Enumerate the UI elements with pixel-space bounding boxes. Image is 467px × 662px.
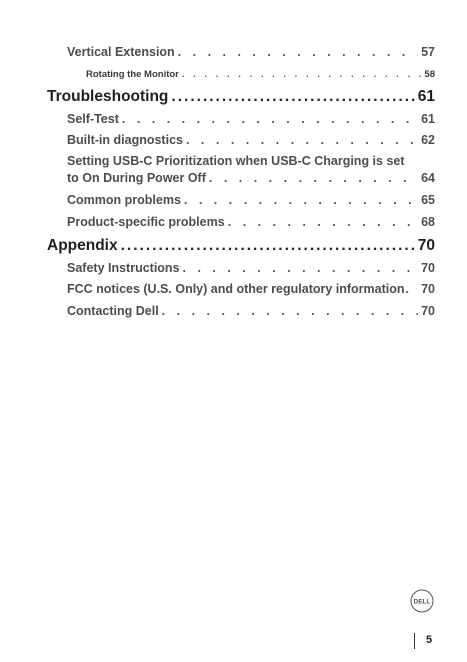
toc-entry-contacting-dell[interactable]: [67, 304, 435, 318]
toc-entry-page: 64: [421, 171, 435, 185]
toc-entry-page: 68: [421, 215, 435, 229]
toc-entry-common-problems[interactable]: [67, 193, 435, 207]
toc-entry-title: Troubleshooting: [47, 88, 169, 105]
toc-entry-title: FCC notices (U.S. Only) and other regulatory information: [67, 282, 405, 296]
toc-entry-vertical-extension[interactable]: [67, 45, 435, 59]
dell-logo-text: DELL: [413, 598, 431, 606]
toc-entry-rotating-monitor[interactable]: [86, 69, 435, 80]
toc-entry-page: 61: [421, 112, 435, 126]
toc-entry-safety-instructions[interactable]: [67, 261, 435, 275]
toc-entry-title: to On During Power Off: [67, 171, 206, 185]
toc-entry-title: Safety Instructions: [67, 261, 180, 275]
toc-entry-page: 61: [417, 88, 435, 105]
footer-divider: [414, 633, 415, 649]
toc-entry-page: 70: [421, 261, 435, 275]
dell-logo-icon: [410, 589, 434, 613]
toc-entry-title: Product-specific problems: [67, 215, 225, 229]
toc-entry-fcc-notices[interactable]: [67, 282, 435, 296]
toc-entry-title: Built-in diagnostics: [67, 133, 183, 147]
toc-entry-title: Common problems: [67, 193, 181, 207]
toc-entry-troubleshooting[interactable]: [47, 88, 435, 106]
toc-leader-dots: [406, 282, 421, 296]
toc-leader-dots: [228, 215, 418, 229]
toc-entry-title: Vertical Extension: [67, 45, 175, 59]
toc-entry-title: Self-Test: [67, 112, 119, 126]
toc-leader-dots: [184, 193, 418, 207]
toc-entry-usbc-prioritization-line1[interactable]: Setting USB-C Prioritization when USB-C Charging is set: [67, 154, 405, 168]
toc-entry-page: 57: [421, 45, 435, 59]
toc-leader-dots: [178, 45, 418, 59]
dell-logo: [410, 589, 434, 613]
toc-entry-appendix[interactable]: [47, 237, 435, 255]
toc-leader-dots: [186, 133, 418, 147]
toc-entry-title: Rotating the Monitor: [86, 69, 179, 80]
toc-entry-title: Appendix: [47, 237, 118, 254]
toc-entry-builtin-diagnostics[interactable]: [67, 133, 435, 147]
page-number: 5: [426, 634, 433, 646]
toc-entry-self-test[interactable]: [67, 112, 435, 126]
toc-leader-dots: [122, 112, 418, 126]
toc-leader-dots: [209, 171, 418, 185]
toc-entry-product-specific[interactable]: [67, 215, 435, 229]
toc-entry-page: 62: [421, 133, 435, 147]
toc-leader-dots: [162, 304, 418, 318]
toc-entry-usbc-prioritization[interactable]: [67, 171, 435, 185]
toc-entry-page: 58: [424, 69, 435, 80]
toc-leader-dots: [183, 261, 419, 275]
toc-entry-page: 70: [417, 237, 435, 254]
toc-entry-title: Contacting Dell: [67, 304, 159, 318]
toc-entry-page: 65: [421, 193, 435, 207]
toc-leader-dots: [182, 69, 422, 80]
toc-leader-dots: [121, 237, 415, 255]
toc-leader-dots: [171, 88, 414, 106]
toc-entry-page: 70: [421, 282, 435, 296]
toc-entry-page: 70: [421, 304, 435, 318]
